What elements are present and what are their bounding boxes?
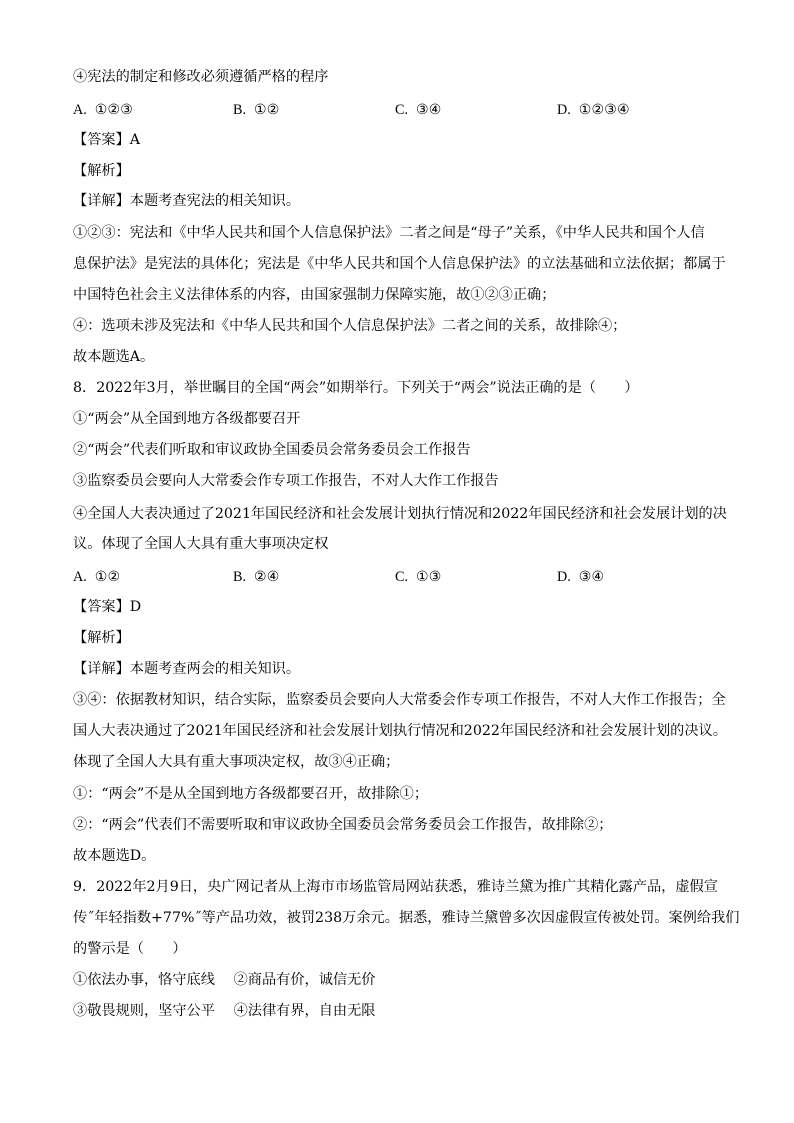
q8-explain-line: ③④：依据教材知识，结合实际，监察委员会要向人大常委会作专项工作报告，不对人大作工作报告；全: [73, 692, 726, 708]
q8-option-a: [73, 567, 120, 587]
q9-statement-row: ③敬畏规则，坚守公平 ④法律有界，自由无限: [73, 1003, 376, 1019]
q7-explain-line: 息保护法》是宪法的具体化；宪法是《中华人民共和国个人信息保护法》的立法基础和立法依据；都属于: [73, 256, 726, 272]
q7-options: [73, 100, 723, 120]
q7-option-d: [557, 100, 630, 120]
q7-option-c: [395, 100, 441, 120]
q8-stem: 8．2022年3月，举世瞩目的全国“两会”如期举行。下列关于“两会”说法正确的是（ ）: [73, 380, 639, 396]
option-text: ③④: [416, 102, 442, 118]
option-letter: C.: [395, 102, 409, 118]
q8-explain-line: ①：“两会”不是从全国到地方各级都要召开，故排除①；: [73, 786, 429, 802]
q7-statement-4: ④宪法的制定和修改必须遵循严格的程序: [73, 69, 329, 85]
q9-statement-row: ①依法办事，恪守底线 ②商品有价，诚信无价: [73, 972, 376, 988]
q8-statement: ③监察委员会要向人大常委会作专项工作报告，不对人大作工作报告: [73, 473, 499, 489]
q8-statement: ④全国人大表决通过了2021年国民经济和社会发展计划执行情况和2022年国民经济和社会发展计划的决: [73, 506, 727, 522]
option-text: ③④: [578, 569, 605, 585]
option-letter: A.: [73, 102, 87, 118]
q8-statement: ①“两会”从全国到地方各级都要召开: [73, 411, 301, 427]
option-letter: A.: [73, 569, 87, 585]
q7-explain-line: ④：选项未涉及宪法和《中华人民共和国个人信息保护法》二者之间的关系，故排除④；: [73, 318, 627, 334]
q7-analysis-label: 【解析】: [73, 163, 130, 179]
q8-detail: 【详解】本题考查两会的相关知识。: [73, 661, 301, 677]
option-text: ①③: [416, 569, 442, 585]
q8-statement: 议。体现了全国人大具有重大事项决定权: [73, 536, 329, 552]
option-text: ①②③④: [578, 102, 630, 118]
q9-stem-line: 的警示是（ ）: [73, 941, 187, 957]
q7-answer: 【答案】A: [73, 132, 140, 148]
q8-answer: 【答案】D: [73, 599, 142, 615]
option-letter: C.: [395, 569, 409, 585]
q8-options: [73, 567, 723, 587]
q7-detail: 【详解】本题考查宪法的相关知识。: [73, 193, 301, 209]
q8-option-c: [395, 567, 441, 587]
q8-explain-line: ②：“两会”代表们不需要听取和审议政协全国委员会常务委员会工作报告，故排除②；: [73, 817, 613, 833]
q7-explain-line: 故本题选A。: [73, 349, 155, 365]
q7-option-b: [233, 100, 279, 120]
option-letter: B.: [233, 569, 247, 585]
option-text: ①②: [94, 569, 121, 585]
q8-explain-line: 国人大表决通过了2021年国民经济和社会发展计划执行情况和2022年国民经济和社会发展计划的决议。: [73, 723, 727, 739]
q7-explain-line: 中国特色社会主义法律体系的内容，由国家强制力保障实施，故①②③正确；: [73, 287, 556, 303]
q9-stem-line: 传˝年轻指数+77%˝等产品功效，被罚238万余元。据悉，雅诗兰黛曾多次因虚假宣传被处罚。案例给我们: [73, 910, 740, 926]
option-text: ①②: [254, 102, 280, 118]
q8-explain-line: 体现了全国人大具有重大事项决定权，故③④正确；: [73, 754, 400, 770]
q7-option-a: [73, 100, 133, 120]
option-text: ①②③: [94, 102, 133, 118]
option-letter: B.: [233, 102, 247, 118]
option-text: ②④: [254, 569, 280, 585]
q7-explain-line: ①②③：宪法和《中华人民共和国个人信息保护法》二者之间是“母子”关系，《中华人民共和国个人信: [73, 225, 705, 241]
q9-stem-line: 9．2022年2月9日，央广网记者从上海市市场监管局网站获悉，雅诗兰黛为推广其精化露产品，虚假宣: [73, 879, 718, 895]
q8-option-b: [233, 567, 279, 587]
q8-analysis-label: 【解析】: [73, 630, 130, 646]
q8-explain-line: 故本题选D。: [73, 848, 156, 864]
option-letter: D.: [557, 102, 571, 118]
q8-option-d: [557, 567, 604, 587]
q8-statement: ②“两会”代表们听取和审议政协全国委员会常务委员会工作报告: [73, 442, 471, 458]
option-letter: D.: [557, 569, 571, 585]
